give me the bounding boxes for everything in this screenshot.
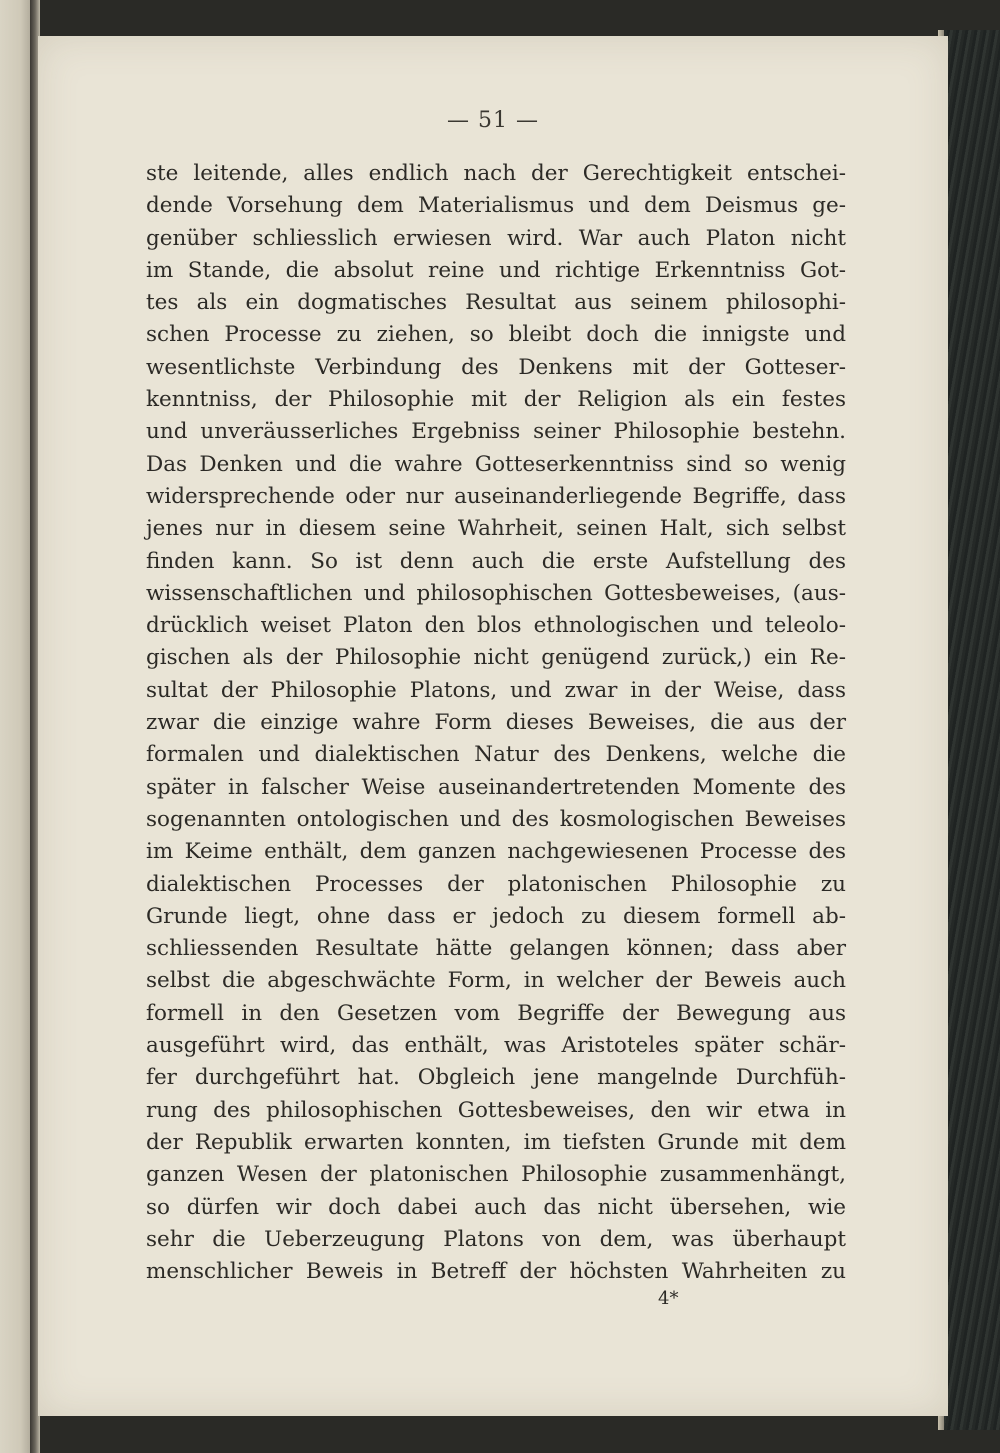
text-line: sehr die Ueberzeugung Platons von dem, was überhaupt bbox=[146, 1226, 846, 1252]
text-line: ste leitende, alles endlich nach der Gerechtigkeit entschei- bbox=[146, 161, 846, 186]
text-line: wesentlichste Verbindung des Denkens mit der Gotteser- bbox=[146, 354, 846, 380]
text-line: zwar die einzige wahre Form dieses Beweises, die aus der bbox=[146, 710, 846, 736]
text-line: schen Processe zu ziehen, so bleibt doch die innigste und bbox=[146, 322, 846, 348]
text-line: im Keime enthält, dem ganzen nachgewiesenen Processe des bbox=[146, 839, 846, 865]
page-number-header: — 51 — bbox=[447, 108, 539, 133]
text-line: und unveräusserliches Ergebniss seiner Philosophie bestehn. bbox=[146, 419, 846, 445]
text-line: schliessenden Resultate hätte gelangen können; dass aber bbox=[146, 936, 846, 962]
text-line: der Republik erwarten konnten, im tiefsten Grunde mit dem bbox=[146, 1129, 846, 1155]
text-line: widersprechende oder nur auseinanderliegende Begriffe, dass bbox=[146, 483, 846, 509]
text-line: jenes nur in diesem seine Wahrheit, seinen Halt, sich selbst bbox=[146, 516, 846, 542]
text-line: sultat der Philosophie Platons, und zwar in der Weise, dass bbox=[146, 677, 846, 703]
text-line: später in falscher Weise auseinandertretenden Momente des bbox=[146, 774, 846, 800]
text-line: rung des philosophischen Gottesbeweises, den wir etwa in bbox=[146, 1097, 846, 1123]
text-line: kenntniss, der Philosophie mit der Religion als ein festes bbox=[146, 387, 846, 413]
text-line: dialektischen Processes der platonischen Philosophie zu bbox=[146, 871, 846, 897]
text-line: ausgeführt wird, das enthält, was Aristoteles später schär- bbox=[146, 1033, 846, 1059]
text-line: genüber schliesslich erwiesen wird. War auch Platon nicht bbox=[146, 225, 846, 251]
text-line: drücklich weiset Platon den blos ethnologischen und teleolo- bbox=[146, 613, 846, 639]
text-line: so dürfen wir doch dabei auch das nicht übersehen, wie bbox=[146, 1194, 846, 1220]
text-line: ganzen Wesen der platonischen Philosophie zusammenhängt, bbox=[146, 1162, 846, 1188]
previous-page-edge bbox=[0, 0, 34, 1453]
text-line: Grunde liegt, ohne dass er jedoch zu diesem formell ab- bbox=[146, 903, 846, 929]
text-line: dende Vorsehung dem Materialismus und dem Deismus ge- bbox=[146, 193, 846, 219]
text-line: fer durchgeführt hat. Obgleich jene mangelnde Durchfüh- bbox=[146, 1065, 846, 1091]
text-line: menschlicher Beweis in Betreff der höchsten Wahrheiten zu bbox=[146, 1259, 846, 1285]
signature-mark: 4* bbox=[658, 1288, 679, 1309]
text-line: gischen als der Philosophie nicht genügend zurück,) ein Re- bbox=[146, 645, 846, 671]
text-line: formell in den Gesetzen vom Begriffe der Bewegung aus bbox=[146, 1000, 846, 1026]
text-line: finden kann. So ist denn auch die erste Aufstellung des bbox=[146, 548, 846, 574]
text-line: selbst die abgeschwächte Form, in welcher der Beweis auch bbox=[146, 968, 846, 994]
text-line: Das Denken und die wahre Gotteserkenntniss sind so wenig bbox=[146, 451, 846, 477]
text-line: formalen und dialektischen Natur des Denkens, welche die bbox=[146, 742, 846, 768]
body-text bbox=[146, 158, 846, 1288]
text-line: sogenannten ontologischen und des kosmologischen Beweises bbox=[146, 806, 846, 832]
text-line: wissenschaftlichen und philosophischen Gottesbeweises, (aus- bbox=[146, 580, 846, 606]
text-line: tes als ein dogmatisches Resultat aus seinem philosophi- bbox=[146, 290, 846, 316]
text-line: im Stande, die absolut reine und richtige Erkenntniss Got- bbox=[146, 257, 846, 283]
book-page bbox=[38, 36, 948, 1416]
